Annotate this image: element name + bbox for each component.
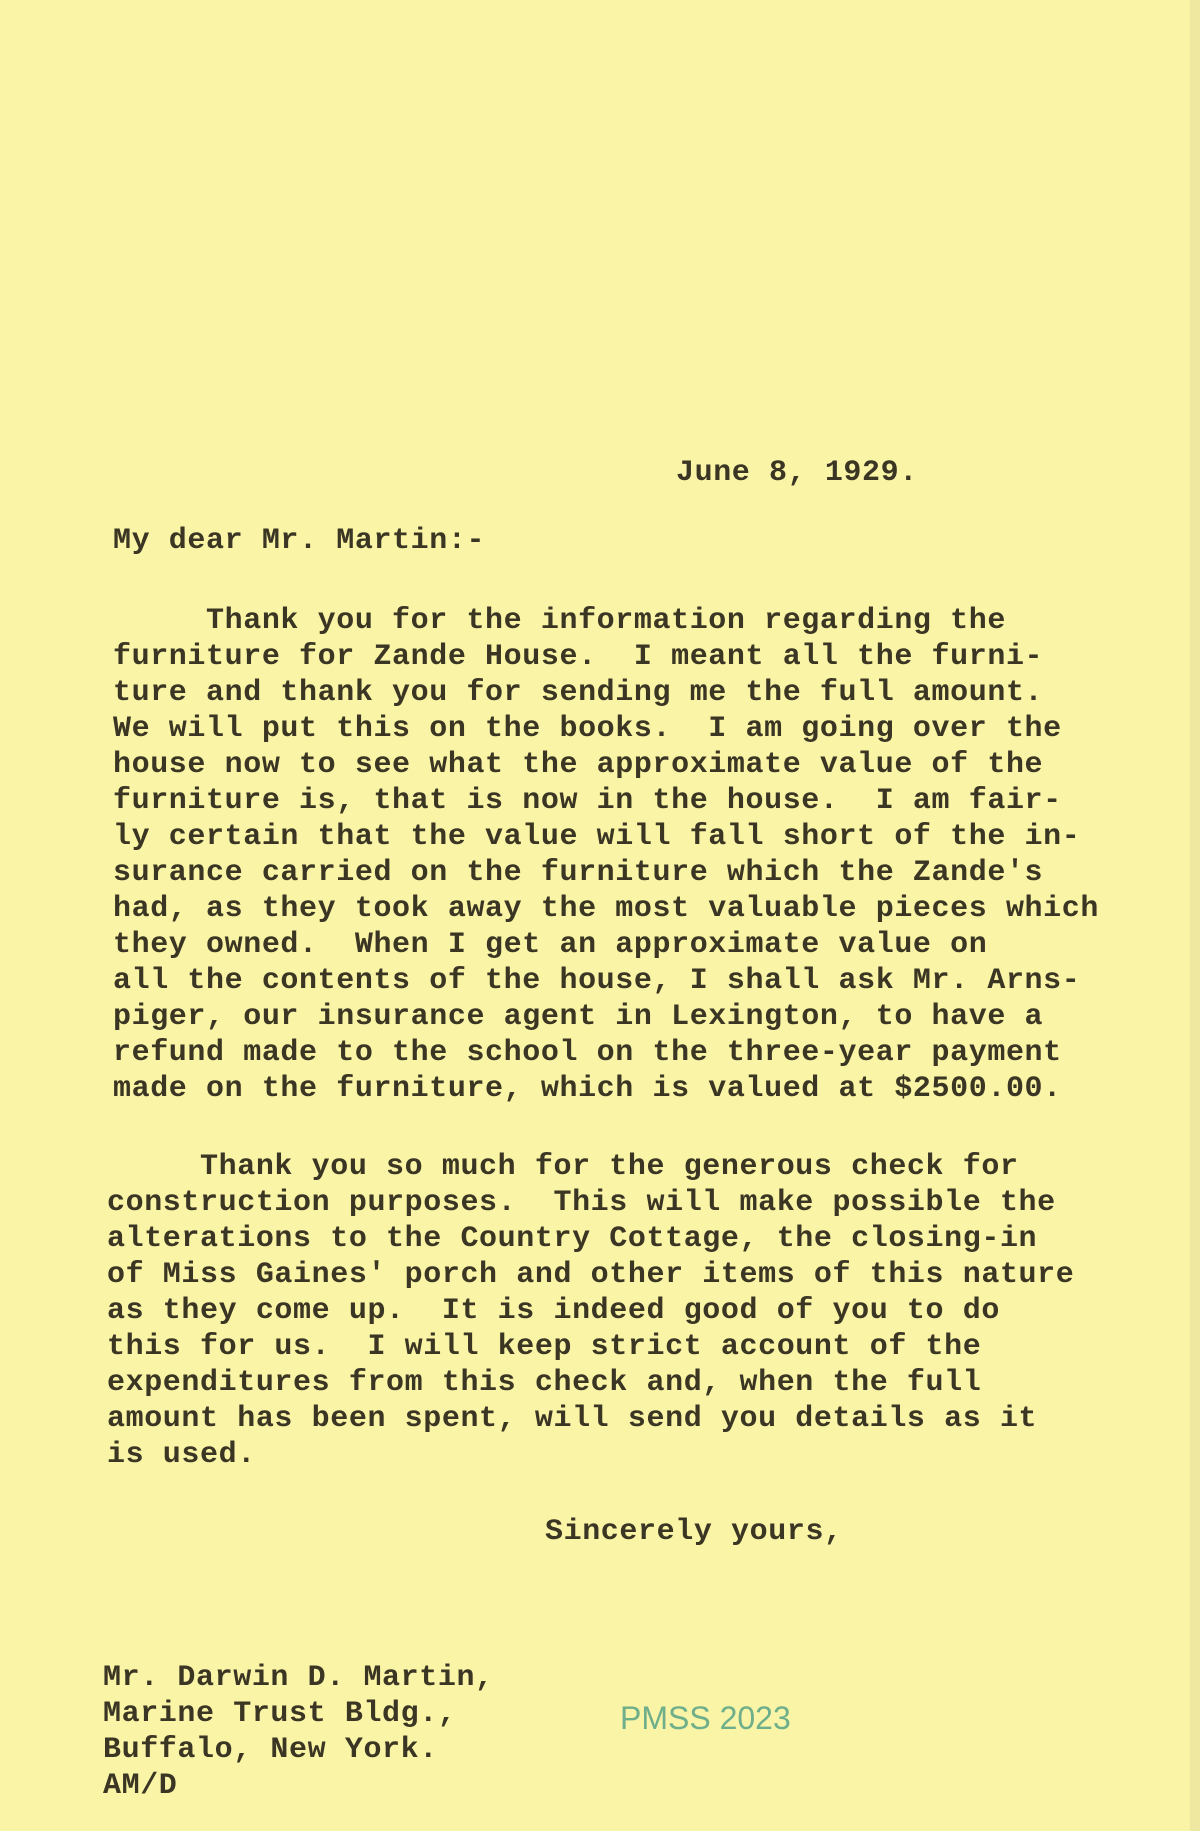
text-line: expenditures from this check and, when the full	[107, 1366, 982, 1400]
text-line: had, as they took away the most valuable pieces which	[113, 892, 1099, 926]
text-line: We will put this on the books. I am going over the	[113, 712, 1062, 746]
text-line: furniture for Zande House. I meant all the furni-	[113, 640, 1044, 674]
text-line: alterations to the Country Cottage, the closing-in	[107, 1222, 1038, 1256]
text-line: Marine Trust Bldg.,	[103, 1697, 457, 1731]
paragraph-1	[113, 603, 1099, 1107]
text-line: furniture is, that is now in the house. I am fair-	[113, 784, 1062, 818]
text-line: as they come up. It is indeed good of you to do	[107, 1294, 1000, 1328]
salutation: My dear Mr. Martin:-	[113, 524, 486, 558]
watermark: PMSS 2023	[620, 1700, 791, 1736]
recipient-address	[103, 1660, 494, 1804]
text-line: construction purposes. This will make possible the	[107, 1186, 1056, 1220]
text-line: this for us. I will keep strict account of the	[107, 1330, 982, 1364]
text-line: ture and thank you for sending me the full amount.	[113, 676, 1044, 710]
text-line: made on the furniture, which is valued at $2500.00.	[113, 1072, 1062, 1106]
text-line: they owned. When I get an approximate value on	[113, 928, 988, 962]
text-line: Mr. Darwin D. Martin,	[103, 1661, 494, 1695]
text-line: ly certain that the value will fall short of the in-	[113, 820, 1081, 854]
paper-edge	[1190, 0, 1200, 1831]
text-line: is used.	[107, 1438, 256, 1472]
letter-date: June 8, 1929.	[676, 456, 918, 490]
text-line: Buffalo, New York.	[103, 1733, 438, 1767]
text-line: surance carried on the furniture which the Zande's	[113, 856, 1044, 890]
text-line: Thank you for the information regarding the	[113, 604, 1006, 638]
text-line: refund made to the school on the three-year payment	[113, 1036, 1062, 1070]
text-line: of Miss Gaines' porch and other items of this nature	[107, 1258, 1075, 1292]
text-line: amount has been spent, will send you details as it	[107, 1402, 1038, 1436]
closing: Sincerely yours,	[545, 1515, 843, 1549]
text-line: piger, our insurance agent in Lexington, to have a	[113, 1000, 1044, 1034]
text-line: house now to see what the approximate value of the	[113, 748, 1044, 782]
paragraph-2	[107, 1149, 1074, 1473]
text-line: AM/D	[103, 1769, 178, 1803]
text-line: Thank you so much for the generous check for	[107, 1150, 1019, 1184]
text-line: all the contents of the house, I shall ask Mr. Arns-	[113, 964, 1081, 998]
